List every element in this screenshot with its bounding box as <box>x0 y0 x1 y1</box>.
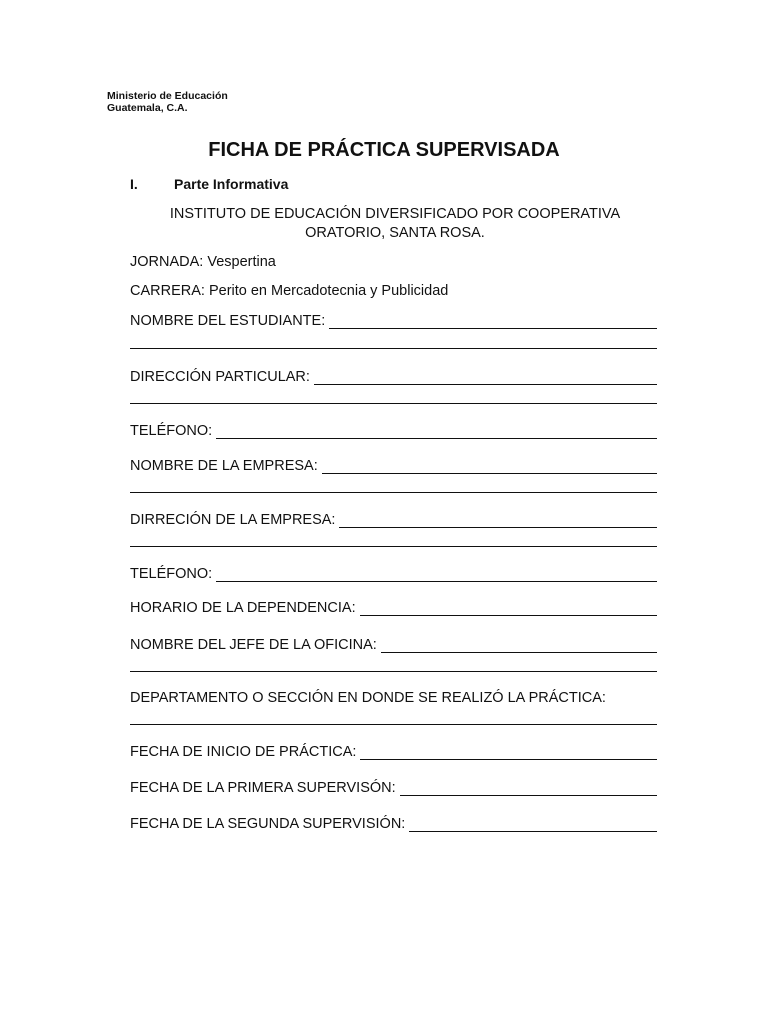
second-supervision-field[interactable] <box>130 816 657 832</box>
company-name-blank[interactable] <box>322 459 657 474</box>
phone-label-1: TELÉFONO: <box>130 423 213 439</box>
first-supervision-blank[interactable] <box>400 781 657 796</box>
section-label: Parte Informativa <box>174 176 289 192</box>
company-address-field[interactable] <box>130 512 657 528</box>
first-supervision-field[interactable] <box>130 780 657 796</box>
phone-blank-1[interactable] <box>216 424 657 439</box>
company-address-label: DIRRECIÓN DE LA EMPRESA: <box>130 512 336 528</box>
department-label: DEPARTAMENTO O SECCIÓN EN DONDE SE REALIZÓ LA PRÁCTICA: <box>130 690 606 706</box>
student-name-field[interactable] <box>130 313 657 329</box>
first-supervision-label: FECHA DE LA PRIMERA SUPERVISÓN: <box>130 780 396 796</box>
start-date-blank[interactable] <box>360 745 657 760</box>
phone-label-2: TELÉFONO: <box>130 566 213 582</box>
company-address-blank-line-2[interactable] <box>130 546 657 547</box>
phone-field-1[interactable] <box>130 423 657 439</box>
student-name-blank[interactable] <box>329 314 657 329</box>
start-date-field[interactable] <box>130 744 657 760</box>
section-number: I. <box>130 176 138 192</box>
home-address-label: DIRECCIÓN PARTICULAR: <box>130 369 310 385</box>
ministry-location: Guatemala, C.A. <box>107 102 188 114</box>
phone-field-2[interactable] <box>130 566 657 582</box>
home-address-field[interactable] <box>130 369 657 385</box>
student-name-blank-line-2[interactable] <box>130 348 657 349</box>
jornada-text: JORNADA: Vespertina <box>130 254 276 270</box>
company-address-blank[interactable] <box>339 513 657 528</box>
home-address-blank[interactable] <box>314 370 657 385</box>
schedule-field[interactable] <box>130 600 657 616</box>
institute-line-1: INSTITUTO DE EDUCACIÓN DIVERSIFICADO POR COOPERATIVA <box>169 206 621 222</box>
office-chief-label: NOMBRE DEL JEFE DE LA OFICINA: <box>130 637 377 653</box>
phone-blank-2[interactable] <box>216 567 657 582</box>
schedule-label: HORARIO DE LA DEPENDENCIA: <box>130 600 356 616</box>
office-chief-blank[interactable] <box>381 638 657 653</box>
institute-name <box>130 205 660 243</box>
office-chief-field[interactable] <box>130 637 657 653</box>
student-name-label: NOMBRE DEL ESTUDIANTE: <box>130 313 326 329</box>
second-supervision-label: FECHA DE LA SEGUNDA SUPERVISIÓN: <box>130 816 406 832</box>
start-date-label: FECHA DE INICIO DE PRÁCTICA: <box>130 744 357 760</box>
schedule-blank[interactable] <box>360 601 657 616</box>
second-supervision-blank[interactable] <box>409 817 657 832</box>
office-chief-blank-line-2[interactable] <box>130 671 657 672</box>
page-title: FICHA DE PRÁCTICA SUPERVISADA <box>208 139 560 161</box>
company-name-label: NOMBRE DE LA EMPRESA: <box>130 458 318 474</box>
company-name-field[interactable] <box>130 458 657 474</box>
ministry-name: Ministerio de Educación <box>107 90 228 102</box>
ministry-header <box>107 90 228 114</box>
department-blank[interactable] <box>130 724 657 725</box>
company-name-blank-line-2[interactable] <box>130 492 657 493</box>
home-address-blank-line-2[interactable] <box>130 403 657 404</box>
institute-line-2: ORATORIO, SANTA ROSA. <box>305 225 485 241</box>
carrera-text: CARRERA: Perito en Mercadotecnia y Publicidad <box>130 283 449 299</box>
section-heading <box>130 176 288 192</box>
